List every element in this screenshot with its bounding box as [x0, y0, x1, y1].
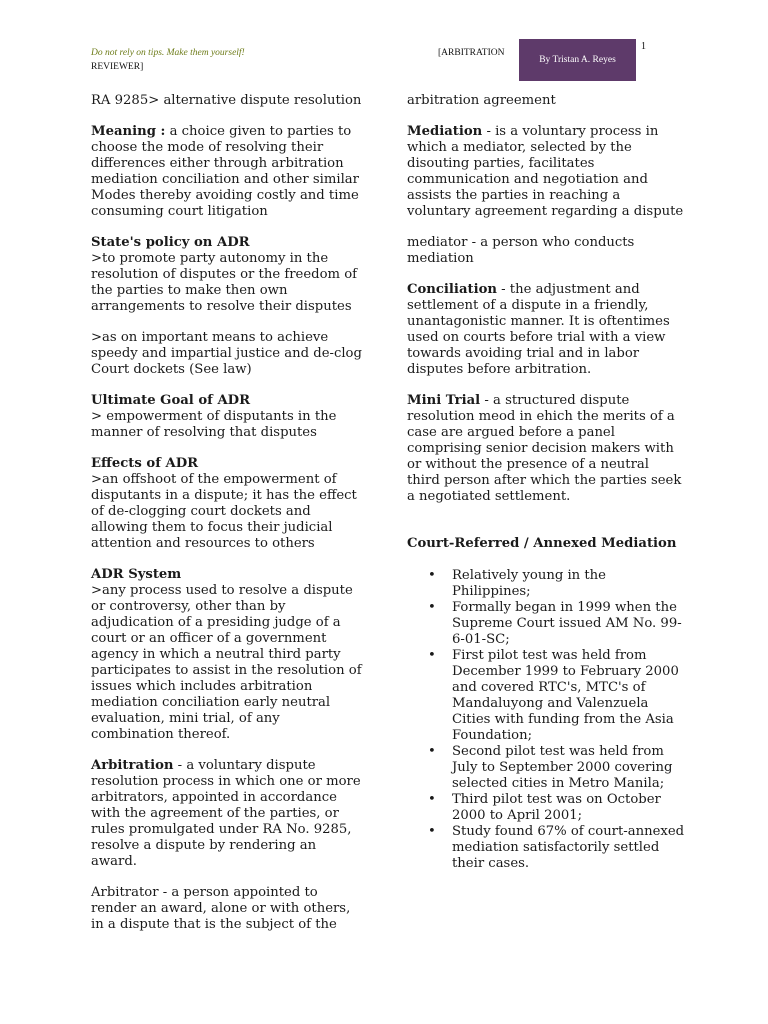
effects-heading: Effects of ADR [91, 456, 199, 471]
list-item: • Third pilot test was on October 2000 to April 2001; [428, 792, 661, 823]
goal-heading: Ultimate Goal of ADR [91, 393, 251, 408]
intro-line: RA 9285> alternative dispute resolution [91, 93, 362, 108]
effects-text: >an offshoot of the empowerment of disputants in a dispute; it has the effect of de-clogging court dockets and allowing them to focus their judicial attention and resources to others [91, 472, 357, 551]
system-text: >any process used to resolve a dispute or controversy, other than by adjudication of a presiding judge of a court or an officer of a government agency in which a neutral third party participates to assist in the resolution of issues which includes arbitration mediation conciliation early neutral evaluation, mini trial, of any combination thereof. [91, 583, 362, 742]
list-item: • First pilot test was held from December 1999 to February 2000 and covered RTC's, MTC's of Mandaluyong and Valenzuela Cities with funding from the Asia Foundation; [428, 648, 679, 743]
page-number: 1 [641, 41, 646, 52]
header-author: By Tristan A. Reyes [539, 55, 616, 65]
list-item: • Formally began in 1999 when the Supreme Court issued AM No. 99-6-01-SC; [428, 600, 682, 647]
arbitrator-paragraph: Arbitrator - a person appointed to render an award, alone or with others, in a dispute that is the subject of the [91, 885, 351, 932]
arbitration-text: - a voluntary dispute resolution process in which one or more arbitrators, appointed in accordance with the agreement of the parties, or rules promulgated under RA No. 9285, resolve a dispute by rendering an award. [91, 758, 361, 869]
meaning-paragraph [91, 124, 363, 220]
policy-item-2: >as on important means to achieve speedy and impartial justice and de-clog Court dockets (See law) [91, 330, 362, 377]
conciliation-text: - the adjustment and settlement of a dispute in a friendly, unantagonistic manner. It is oftentimes used on courts before trial with a view towards avoiding trial and in labor disputes before arbitration. [407, 282, 670, 377]
meaning-text: a choice given to parties to choose the mode of resolving their differences either through arbitration mediation conciliation and other similar Modes thereby avoiding costly and time consuming court litigation [91, 124, 359, 219]
header-reviewer-label: REVIEWER] [91, 62, 144, 72]
conciliation-paragraph [407, 282, 685, 378]
system-heading: ADR System [91, 567, 182, 582]
minitrial-paragraph [407, 393, 685, 505]
mediation-paragraph [407, 124, 685, 220]
policy-heading: State's policy on ADR [91, 235, 250, 250]
continuation-line: arbitration agreement [407, 93, 556, 108]
arbitration-term: Arbitration [91, 758, 174, 773]
meaning-term: Meaning : [91, 124, 166, 139]
list-item: • Relatively young in the Philippines; [428, 568, 606, 599]
policy-item-1: >to promote party autonomy in the resolution of disputes or the freedom of the parties to make then own arrangements to resolve their disputes [91, 251, 358, 314]
header-author-box [519, 39, 636, 81]
mediation-term: Mediation [407, 124, 483, 139]
left-column [91, 93, 363, 933]
mediation-text: - is a voluntary process in which a mediator, selected by the disouting parties, facilitates communication and negotiation and assists the parties in reaching a voluntary agreement regarding a dispute [407, 124, 684, 219]
conciliation-term: Conciliation [407, 282, 497, 297]
list-item: • Study found 67% of court-annexed mediation satisfactorily settled their cases. [428, 824, 685, 871]
minitrial-text: - a structured dispute resolution meod in ehich the merits of a case are argued before a panel comprising senior decision makers with or without the presence of a neutral third person after which the parties seek a negotiated settlement. [407, 393, 682, 504]
minitrial-term: Mini Trial [407, 393, 481, 408]
header-tagline: Do not rely on tips. Make them yourself! [91, 48, 245, 58]
mediator-paragraph: mediator - a person who conducts mediation [407, 235, 635, 266]
list-item: • Second pilot test was held from July to September 2000 covering selected cities in Metro Manila; [428, 744, 673, 791]
court-annexed-list [407, 568, 685, 872]
court-annexed-heading: Court-Referred / Annexed Mediation [407, 536, 677, 551]
arbitration-paragraph [91, 758, 363, 870]
right-column [407, 93, 685, 872]
goal-text: > empowerment of disputants in the manner of resolving that disputes [91, 409, 337, 440]
header-section-label: [ARBITRATION [438, 48, 505, 58]
